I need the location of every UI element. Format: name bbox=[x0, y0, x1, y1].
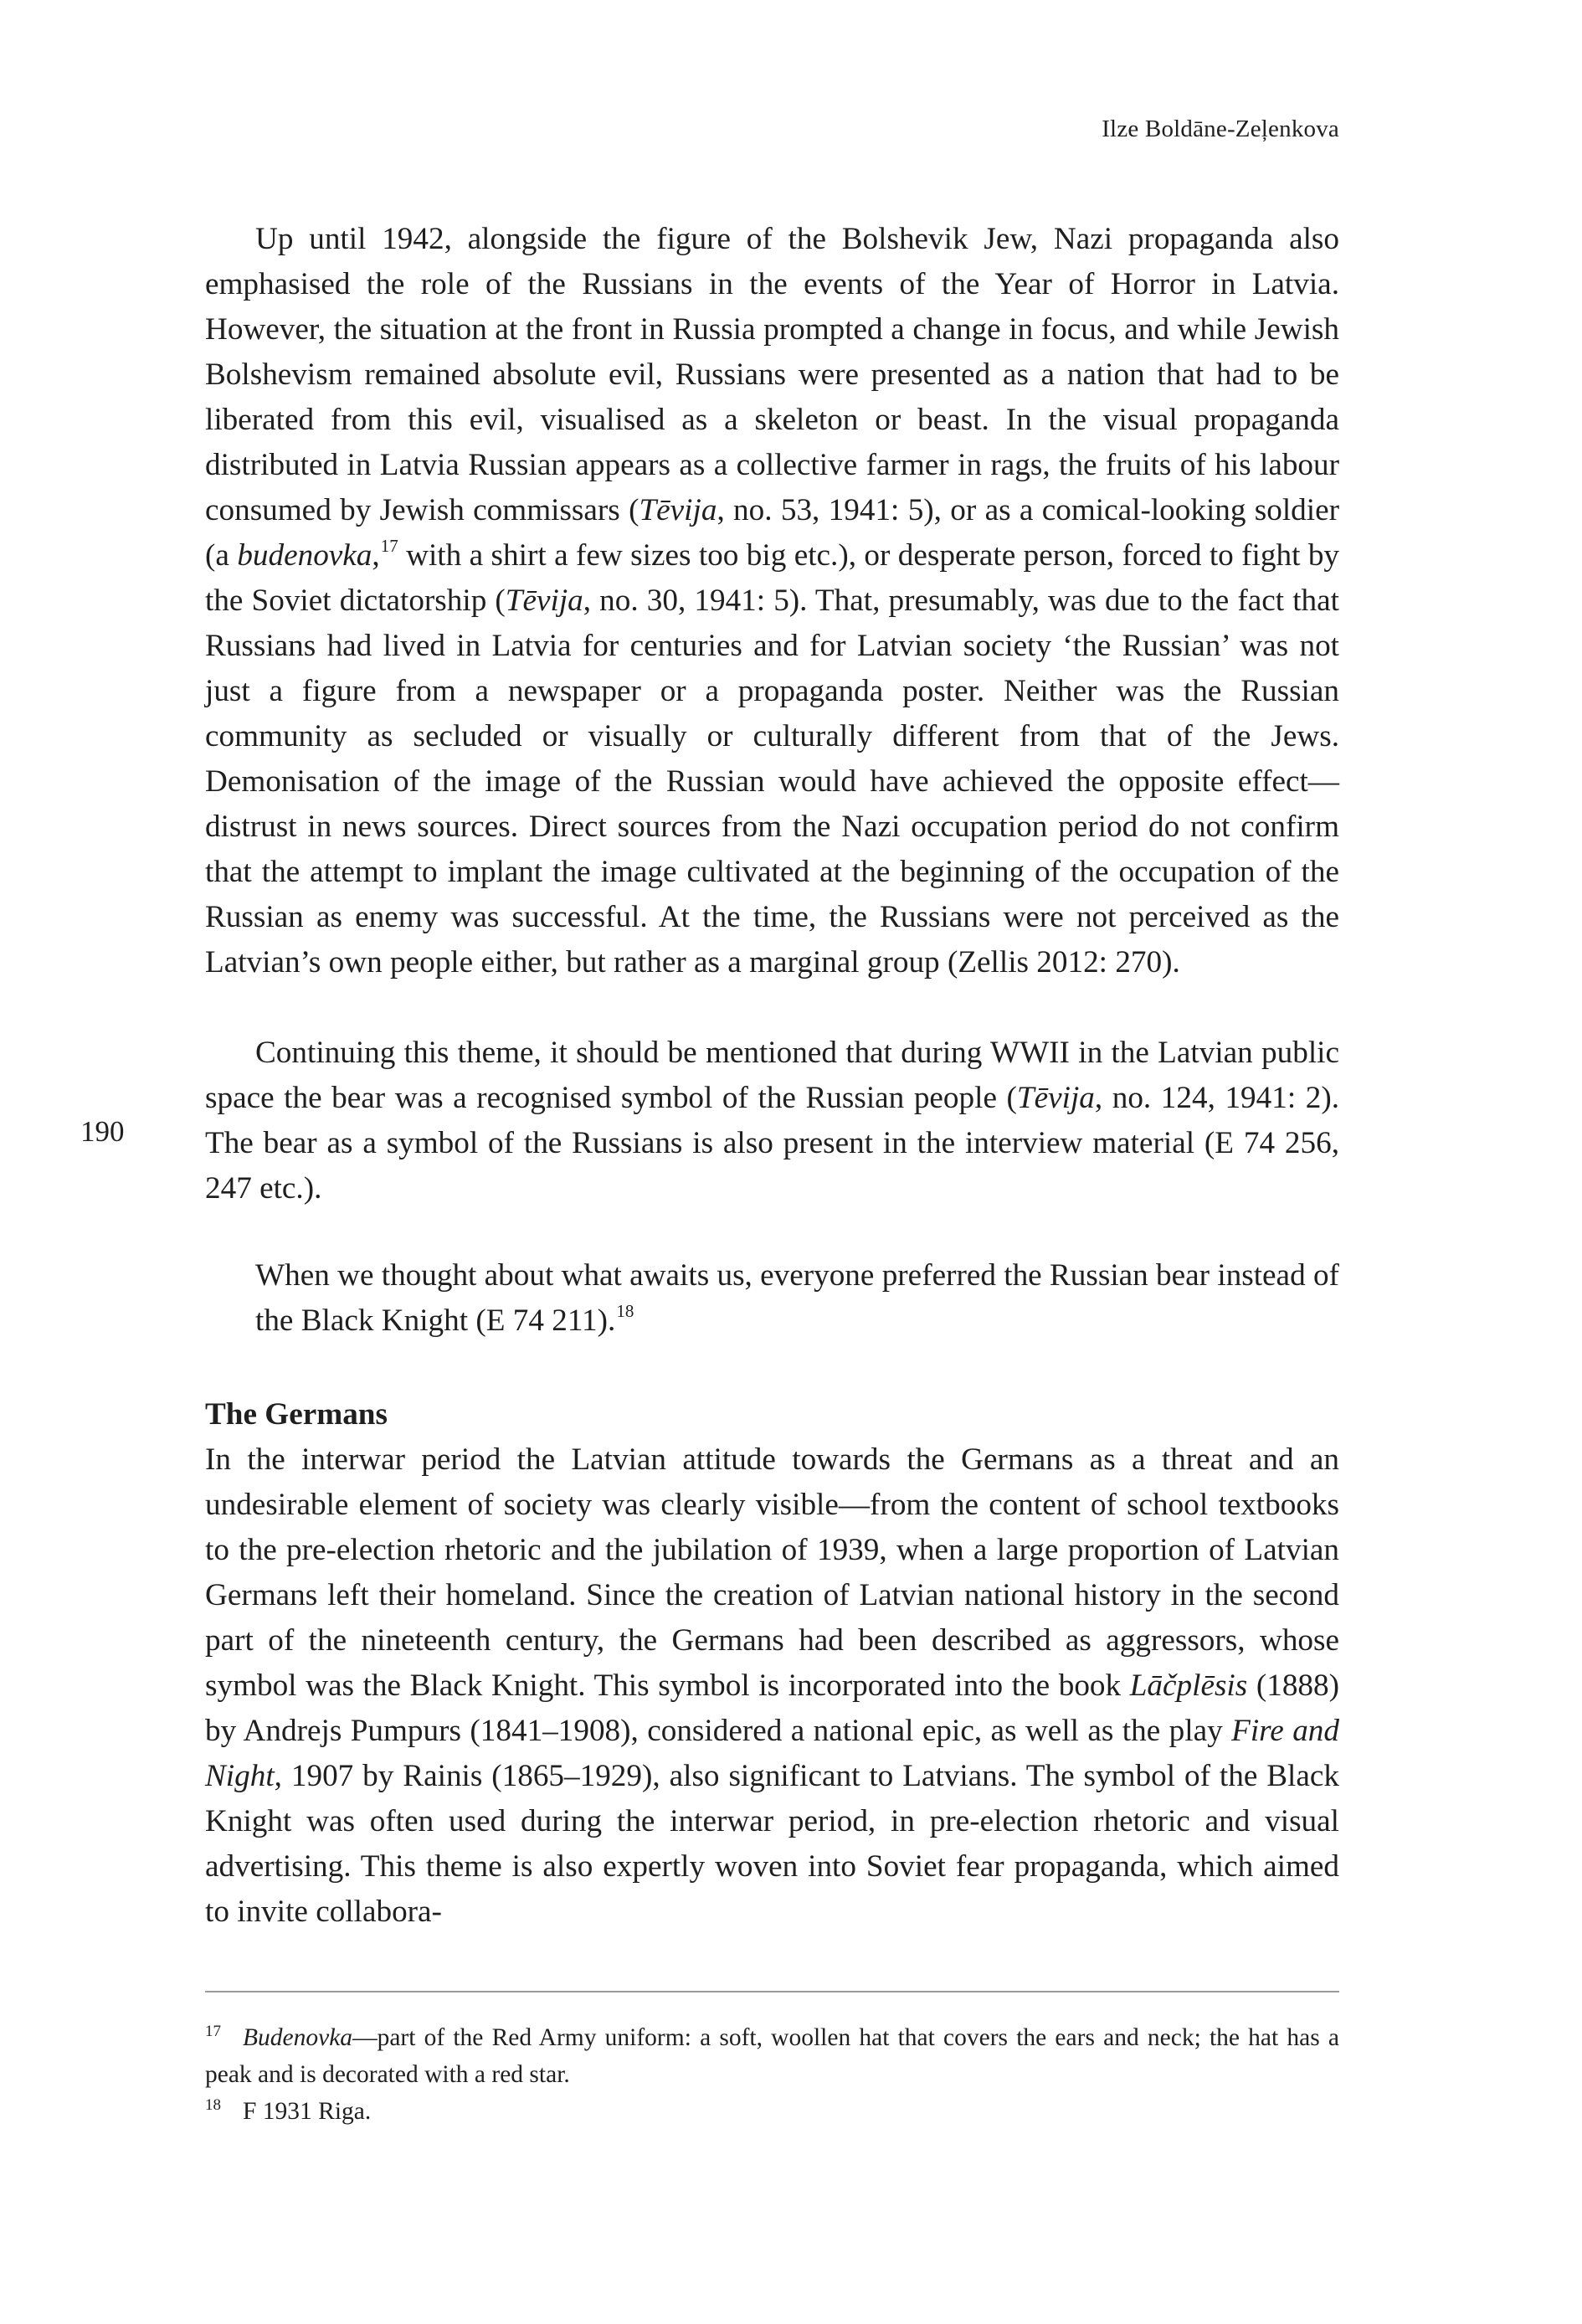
running-head-author: Ilze Boldāne-Zeļenkova bbox=[1102, 116, 1339, 142]
italic-title: Tēvija bbox=[1016, 1081, 1095, 1115]
text-span: Up until 1942, alongside the figure of the Bolshevik Jew, Nazi propaganda also emphasised the role of the Russians in the events of the Year of Horror in Latvia. However, the situation at the front in Russia prompted a change in focus, and while Jewish Bolshevism remained absolute evil, Russians were presented as a nation that had to be liberated from this evil, visualised as a skeleton or beast. In the visual propaganda distributed in Latvia Russian appears as a collective farmer in rags, the fruits of his labour consumed by Jewish commissars ( bbox=[205, 222, 1339, 527]
footnote-17: 17 Budenovka—part of the Red Army uniform: a soft, woollen hat that covers the ears and neck; the hat has a peak and is decorated with a red star. bbox=[205, 2022, 1339, 2088]
italic-title: Lāčplēsis bbox=[1129, 1668, 1248, 1703]
footnote-text: —part of the Red Army uniform: a soft, woollen hat that covers the ears and neck; the hat has a peak and is decorated with a red star. bbox=[205, 2024, 1339, 2088]
body-paragraph-1 bbox=[205, 217, 1339, 985]
section-heading: The Germans bbox=[205, 1397, 388, 1432]
footnote-18: 18 F 1931 Riga. bbox=[205, 2095, 372, 2125]
footnote-text: F 1931 Riga. bbox=[243, 2098, 372, 2125]
text-span: (1888) by Andrejs Pumpurs (1841–1908), considered a national epic, as well as the play bbox=[205, 1668, 1339, 1748]
text-span: In the interwar period the Latvian attitude towards the Germans as a threat and an undesirable element of society was clearly visible—from the content of school textbooks to the pre-election rhetoric and the jubilation of 1939, when a large proportion of Latvian Germans left their homeland. Since the creation of Latvian national history in the second part of the nineteenth century, the Germans had been described as aggressors, whose symbol was the Black Knight. This symbol is incorporated into the book bbox=[205, 1442, 1339, 1703]
text-span: , no. 124, 1941: 2). The bear as a symbol of the Russians is also present in the interview material (E 74 256, 247 etc.). bbox=[205, 1081, 1340, 1206]
italic-title: Tēvija bbox=[639, 493, 717, 527]
footnote-term: Budenovka bbox=[243, 2024, 353, 2051]
body-paragraph-2 bbox=[205, 1031, 1339, 1211]
footnotes bbox=[205, 2019, 1339, 2130]
footnote-ref-17[interactable]: 17 bbox=[380, 536, 398, 557]
text-span: , no. 30, 1941: 5). That, presumably, was due to the fact that Russians had lived in Latvia for centuries and for Latvian society ‘the Russian’ was not just a figure from a newspaper or a propaganda poster. Neither was the Russian community as secluded or visually or culturally different from that of the Jews. Demonisation of the image of the Russian would have achieved the opposite effect—distrust in news sources. Direct sources from the Nazi occupation period do not confirm that the attempt to implant the image cultivated at the beginning of the occupation of the Russian as enemy was successful. At the time, the Russians were not perceived as the Latvian’s own people either, but rather as a marginal group (Zellis 2012: 270). bbox=[205, 584, 1339, 979]
body-paragraph-3 bbox=[205, 1437, 1339, 1935]
italic-title: Fire and Night bbox=[205, 1714, 1339, 1793]
footnote-divider bbox=[205, 1991, 1339, 1992]
page-number: 190 bbox=[80, 1115, 125, 1148]
text-span: , no. 53, 1941: 5), or as a comical-looking soldier (a bbox=[205, 493, 1339, 573]
quote-text: When we thought about what awaits us, everyone preferred the Russian bear instead of the Black Knight (E 74 211). bbox=[255, 1258, 1339, 1338]
text-span: , bbox=[372, 538, 380, 573]
text-span: with a shirt a few sizes too big etc.), or desperate person, forced to fight by the Soviet dictatorship ( bbox=[205, 538, 1340, 618]
block-quote bbox=[255, 1253, 1339, 1344]
text-span: , 1907 by Rainis (1865–1929), also significant to Latvians. The symbol of the Black Knight was often used during the interwar period, in pre-election rhetoric and visual advertising. This theme is also expertly woven into Soviet fear propaganda, which aimed to invite collabora- bbox=[205, 1759, 1339, 1929]
text-span: Continuing this theme, it should be mentioned that during WWII in the Latvian public space the bear was a recognised symbol of the Russian people ( bbox=[205, 1036, 1339, 1115]
italic-title: Tēvija bbox=[505, 584, 583, 618]
italic-term: budenovka bbox=[237, 538, 372, 573]
footnote-ref-18[interactable]: 18 bbox=[616, 1301, 634, 1322]
